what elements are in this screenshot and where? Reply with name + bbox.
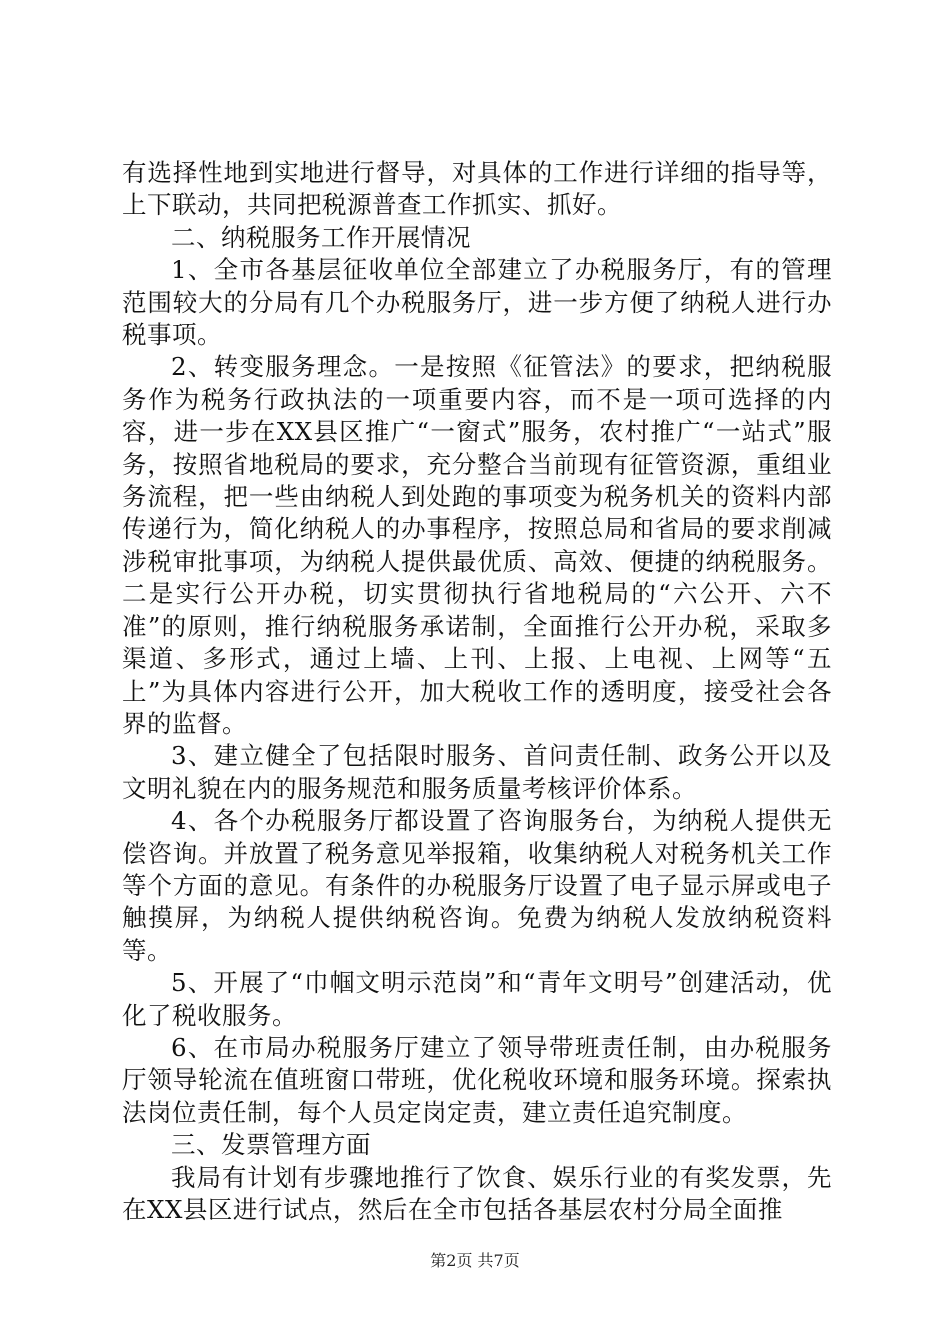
- section-heading-tax-service: 二、纳税服务工作开展情况: [171, 222, 471, 252]
- paragraph-item-1: 1、全市各基层征收单位全部建立了办税服务厅，有的管理范围较大的分局有几个办税服务厅，进一步方便了纳税人进行办税事项。: [122, 255, 832, 350]
- paragraph-item-4: 4、各个办税服务厅都设置了咨询服务台，为纳税人提供无偿咨询。并放置了税务意见举报箱，收集纳税人对税务机关工作等个方面的意见。有条件的办税服务厅设置了电子显示屏或电子触摸屏，为纳税人提供纳税咨询。免费为纳税人发放纳税资料等。: [122, 806, 832, 965]
- paragraph-item-3: 3、建立健全了包括限时服务、首问责任制、政务公开以及文明礼貌在内的服务规范和服务质量考核评价体系。: [122, 741, 832, 803]
- paragraph-continued: 有选择性地到实地进行督导，对具体的工作进行详细的指导等，上下联动，共同把税源普查工作抓实、抓好。: [122, 158, 832, 220]
- paragraph-invoice: 我局有计划有步骤地推行了饮食、娱乐行业的有奖发票，先在XX县区进行试点，然后在全市包括各基层农村分局全面推: [122, 1162, 832, 1224]
- paragraph-item-2: 2、转变服务理念。一是按照《征管法》的要求，把纳税服务作为税务行政执法的一项重要内容，而不是一项可选择的内容，进一步在XX县区推广“一窗式”服务，农村推广“一站式”服务，按照省地税局的要求，充分整合当前现有征管资源，重组业务流程，把一些由纳税人到处跑的事项变为税务机关的资料内部传递行为，简化纳税人的办事程序，按照总局和省局的要求削减涉税审批事项，为纳税人提供最优质、高效、便捷的纳税服务。二是实行公开办税，切实贯彻执行省地税局的“六公开、六不准”的原则，推行纳税服务承诺制，全面推行公开办税，采取多渠道、多形式，通过上墙、上刊、上报、上电视、上网等“五上”为具体内容进行公开，加大税收工作的透明度，接受社会各界的监督。: [122, 352, 832, 738]
- section-heading-invoice: 三、发票管理方面: [171, 1130, 371, 1160]
- paragraph-item-6: 6、在市局办税服务厅建立了领导带班责任制，由办税服务厅领导轮流在值班窗口带班，优化税收环境和服务环境。探索执法岗位责任制，每个人员定岗定责，建立责任追究制度。: [122, 1032, 832, 1127]
- page-number-footer: 第2页 共7页: [430, 1251, 520, 1270]
- document-body: [122, 157, 832, 1226]
- paragraph-item-5: 5、开展了“巾帼文明示范岗”和“青年文明号”创建活动，优化了税收服务。: [122, 968, 832, 1030]
